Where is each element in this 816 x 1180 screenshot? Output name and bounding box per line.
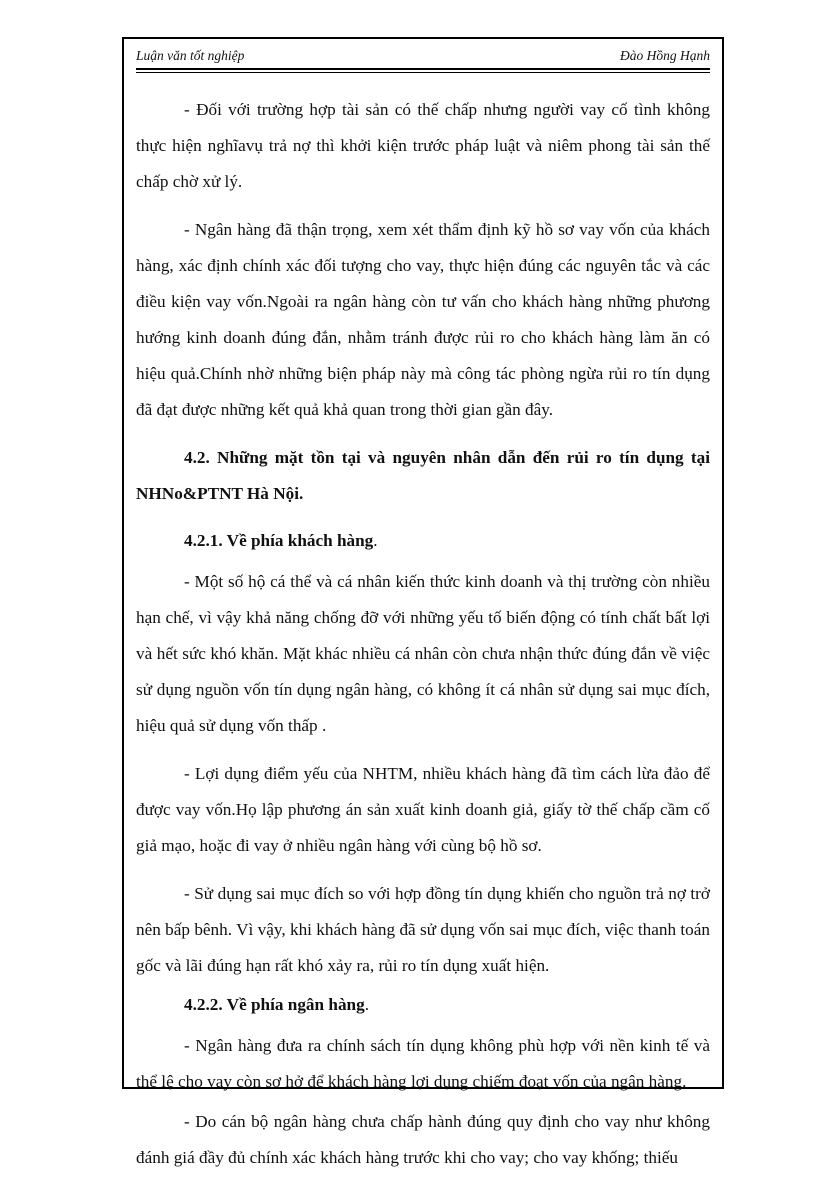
page-header [136, 46, 710, 68]
subsection-tail: . [364, 995, 369, 1014]
paragraph: - Lợi dụng điểm yếu của NHTM, nhiều khách hàng đã tìm cách lừa đảo để được vay vốn.Họ lập phương án sản xuất kinh doanh giả, giấy tờ thế chấp cầm cố giả mạo, hoặc đi vay ở nhiều ngân hàng với cùng bộ hồ sơ. [136, 764, 710, 855]
subsection-heading [136, 524, 710, 558]
header-left-text: Luận văn tốt nghiệp [136, 48, 245, 63]
document-body [136, 92, 710, 1180]
subsection-tail: . [373, 531, 378, 550]
subsection-heading [136, 988, 710, 1022]
subsection-title: 4.2.1. Về phía khách hàng [184, 531, 374, 550]
paragraph: - Do cán bộ ngân hàng chưa chấp hành đúng quy định cho vay như không đánh giá đầy đủ chính xác khách hàng trước khi cho vay; cho vay khống; thiếu [136, 1112, 710, 1167]
subsection-title: 4.2.2. Về phía ngân hàng [184, 995, 365, 1014]
header-rule-thick [136, 68, 710, 70]
paragraph: - Sử dụng sai mục đích so với hợp đồng tín dụng khiến cho nguồn trả nợ trở nên bấp bênh. Vì vậy, khi khách hàng đã sử dụng vốn sai mục đích, việc thanh toán gốc và lãi đúng hạn rất khó xảy ra, rủi ro tín dụng xuất hiện. [136, 884, 710, 975]
header-right-text: Đào Hồng Hạnh [620, 48, 710, 63]
paragraph: - Một số hộ cá thể và cá nhân kiến thức kinh doanh và thị trường còn nhiều hạn chế, vì vậy khả năng chống đỡ với những yếu tố biến động có tính chất bất lợi và hết sức khó khăn. Mặt khác nhiều cá nhân còn chưa nhận thức đúng đắn về việc sử dụng nguồn vốn tín dụng ngân hàng, có không ít cá nhân sử dụng sai mục đích, hiệu quả sử dụng vốn thấp . [136, 572, 710, 735]
paragraph: - Đối với trường hợp tài sản có thế chấp nhưng người vay cố tình không thực hiện nghĩavụ trả nợ thì khởi kiện trước pháp luật và niêm phong tài sản thế chấp chờ xử lý. [136, 100, 710, 191]
section-heading: 4.2. Những mặt tồn tại và nguyên nhân dẫn đến rủi ro tín dụng tại NHNo&PTNT Hà Nội. [136, 448, 710, 503]
page-border-top [122, 37, 724, 39]
page-border-left [122, 37, 124, 1089]
paragraph: - Ngân hàng đưa ra chính sách tín dụng không phù hợp với nền kinh tế và thể lệ cho vay còn sơ hở để khách hàng lợi dụng chiếm đoạt vốn của ngân hàng. [136, 1036, 710, 1091]
header-rule-thin [136, 72, 710, 73]
page-border-right [722, 37, 724, 1089]
paragraph: - Ngân hàng đã thận trọng, xem xét thẩm định kỹ hồ sơ vay vốn của khách hàng, xác định chính xác đối tượng cho vay, thực hiện đúng các nguyên tắc và các điều kiện vay vốn.Ngoài ra ngân hàng còn tư vấn cho khách hàng những phương hướng kinh doanh đúng đắn, nhằm tránh được rủi ro cho khách hàng làm ăn có hiệu quả.Chính nhờ những biện pháp này mà công tác phòng ngừa rủi ro tín dụng đã đạt được những kết quả khả quan trong thời gian gần đây. [136, 220, 710, 419]
